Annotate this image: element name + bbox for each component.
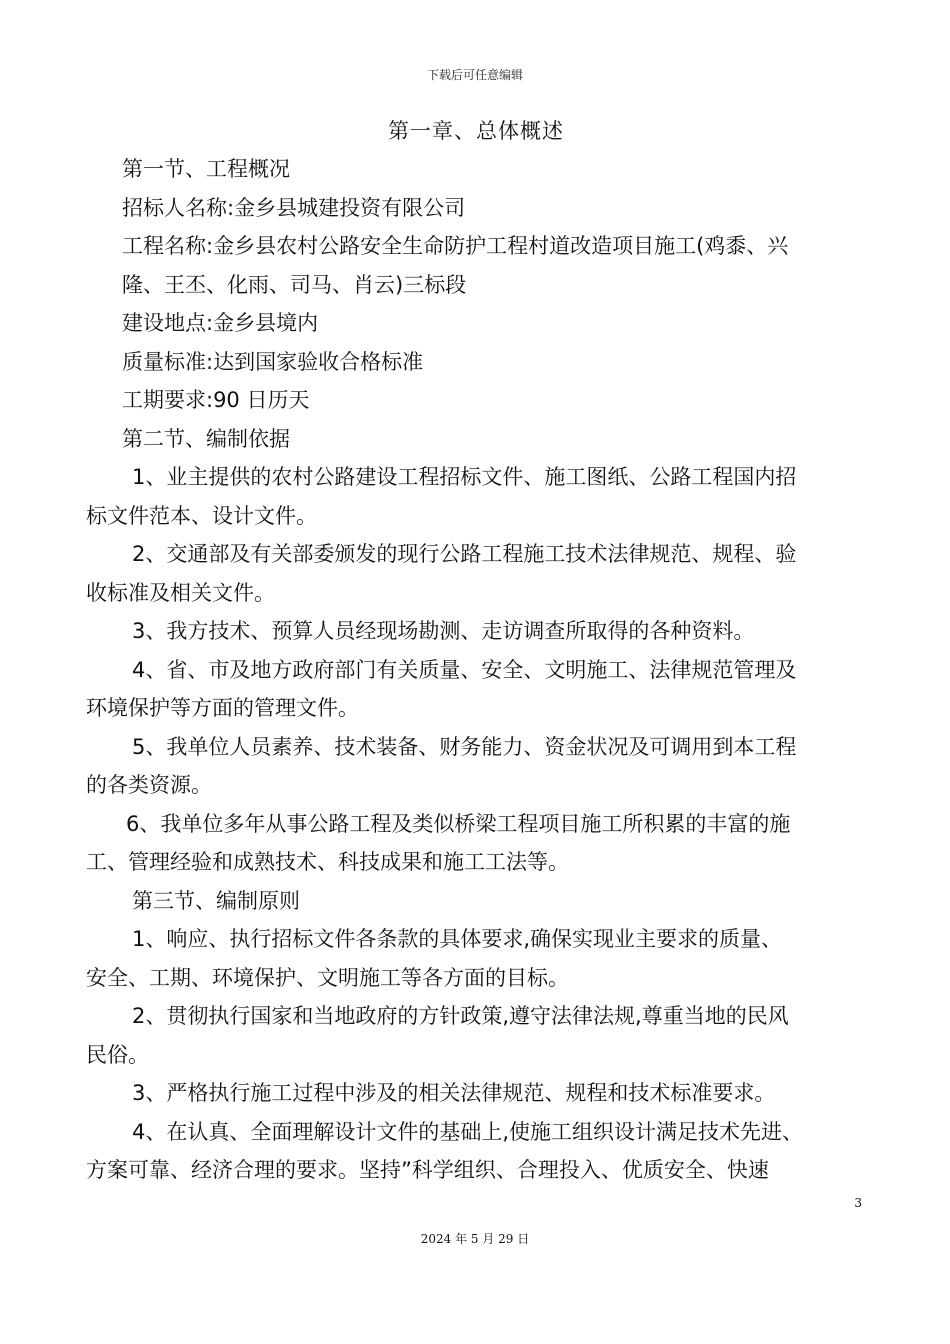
paragraph-line: 安全、工期、环境保护、文明施工等各方面的目标。 [86, 965, 569, 990]
paragraph-line: 5、我单位人员素养、技术装备、财务能力、资金状况及可调用到本工程 [132, 734, 797, 759]
page-header: 下载后可任意编辑 [426, 68, 523, 82]
paragraph-line: 的各类资源。 [86, 773, 212, 797]
chapter-title: 第一章、总体概述 [388, 119, 564, 143]
paragraph-line: 2、贯彻执行国家和当地政府的方针政策,遵守法律法规,尊重当地的民风 [132, 1004, 789, 1028]
paragraph-line: 招标人名称:金乡县城建投资有限公司 [122, 195, 466, 220]
paragraph-line: 3、严格执行施工过程中涉及的相关法律规范、规程和技术标准要求。 [132, 1081, 776, 1105]
paragraph-line: 质量标准:达到国家验收合格标准 [122, 349, 424, 374]
paragraph-line: 收标准及相关文件。 [86, 580, 275, 605]
section-heading: 第三节、编制原则 [132, 888, 300, 913]
paragraph-line: 方案可靠、经济合理的要求。坚持”科学组织、合理投入、优质安全、快速 [86, 1158, 769, 1182]
paragraph-line: 工、管理经验和成熟技术、科技成果和施工工法等。 [86, 850, 569, 874]
section-heading: 第二节、编制依据 [122, 426, 290, 451]
paragraph-line: 4、省、市及地方政府部门有关质量、安全、文明施工、法律规范管理及 [132, 657, 797, 682]
paragraph-line: 建设地点:金乡县境内 [122, 311, 319, 335]
paragraph-line: 工期要求:90 日历天 [122, 388, 310, 412]
paragraph-line: 标文件范本、设计文件。 [86, 503, 317, 528]
paragraph-line: 6、我单位多年从事公路工程及类似桥梁工程项目施工所积累的丰富的施 [126, 811, 791, 836]
document-body [86, 112, 866, 1190]
paragraph-line: 4、在认真、全面理解设计文件的基础上,使施工组织设计满足技术先进、 [132, 1119, 804, 1144]
paragraph-line: 环境保护等方面的管理文件。 [86, 696, 359, 720]
page-number: 3 [854, 1196, 862, 1210]
paragraph-line: 民俗。 [86, 1042, 149, 1067]
paragraph-line: 1、响应、执行招标文件各条款的具体要求,确保实现业主要求的质量、 [132, 927, 783, 951]
paragraph-line: 工程名称:金乡县农村公路安全生命防护工程村道改造项目施工(鸡黍、兴 [122, 234, 789, 258]
paragraph-line: 3、我方技术、预算人员经现场勘测、走访调查所取得的各种资料。 [132, 619, 755, 643]
section-heading: 第一节、工程概况 [122, 157, 290, 181]
paragraph-line: 隆、王丕、化雨、司马、肖云)三标段 [122, 272, 467, 297]
paragraph-line: 2、交通部及有关部委颁发的现行公路工程施工技术法律规范、规程、验 [132, 542, 797, 566]
page-footer-date: 2024 年 5 月 29 日 [420, 1232, 530, 1246]
paragraph-line: 1、业主提供的农村公路建设工程招标文件、施工图纸、公路工程国内招 [132, 465, 797, 489]
